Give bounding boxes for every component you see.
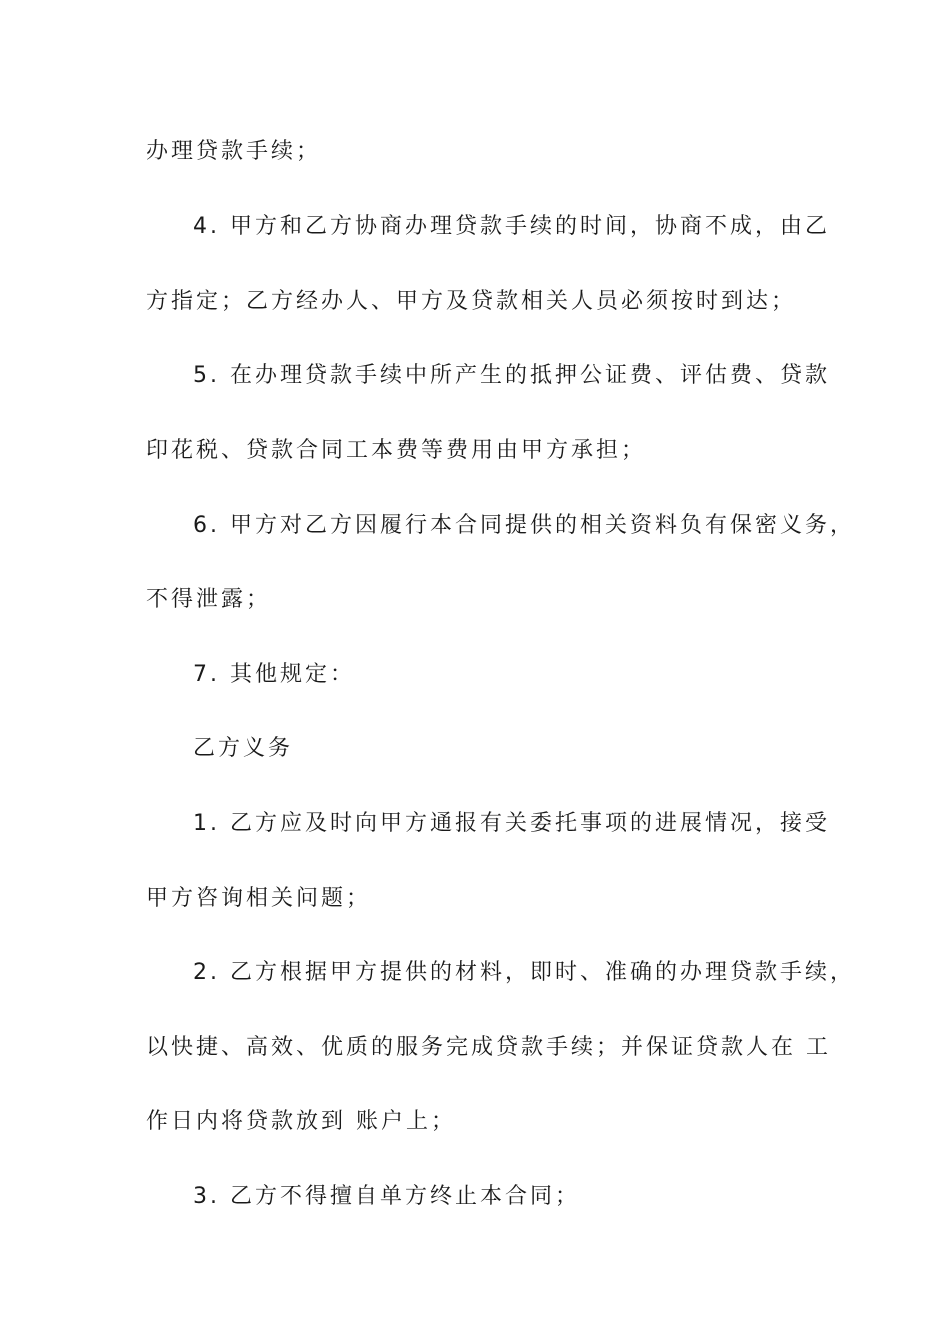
text-line: 不得泄露； [146, 587, 272, 612]
text-line: 6. 甲方对乙方因履行本合同提供的相关资料负有保密义务， [193, 513, 855, 538]
text-line: 甲方咨询相关问题； [146, 886, 372, 911]
text-line: 5. 在办理贷款手续中所产生的抵押公证费、评估费、贷款 [193, 363, 830, 388]
text-line: 印花税、贷款合同工本费等费用由甲方承担； [146, 438, 647, 463]
text-line: 办理贷款手续； [146, 139, 322, 164]
text-line: 2. 乙方根据甲方提供的材料，即时、准确的办理贷款手续， [193, 960, 855, 985]
text-line: 以快捷、高效、优质的服务完成贷款手续；并保证贷款人在 工 [146, 1035, 831, 1060]
text-line: 4. 甲方和乙方协商办理贷款手续的时间，协商不成，由乙 [193, 214, 830, 239]
text-line: 7. 其他规定： [193, 662, 355, 687]
text-line: 作日内将贷款放到 账户上； [146, 1109, 456, 1134]
text-line: 1. 乙方应及时向甲方通报有关委托事项的进展情况，接受 [193, 811, 830, 836]
section-heading: 乙方义务 [193, 736, 294, 761]
text-line: 3. 乙方不得擅自单方终止本合同； [193, 1184, 580, 1209]
text-line: 方指定；乙方经办人、甲方及贷款相关人员必须按时到达； [146, 289, 797, 314]
